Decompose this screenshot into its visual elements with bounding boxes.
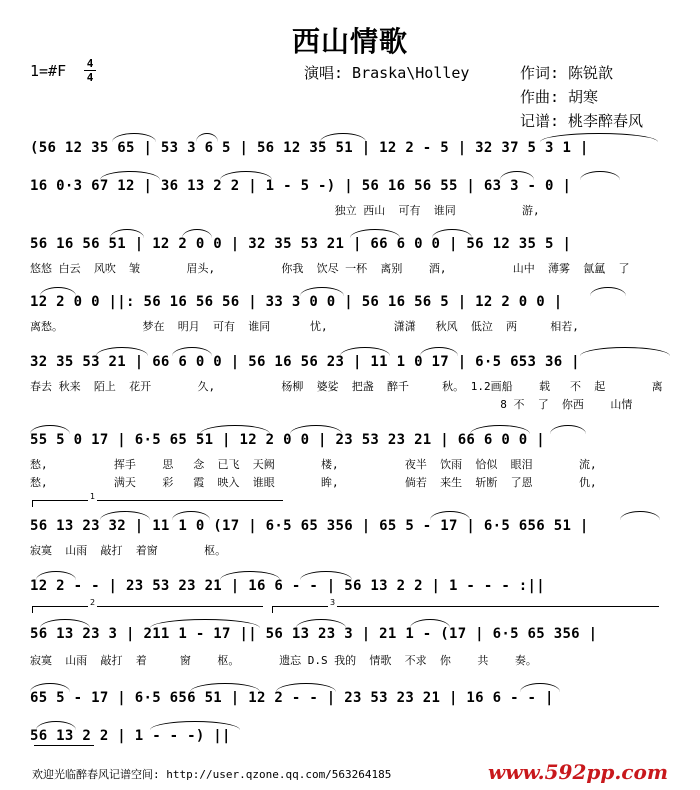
lyric-line-2: 独立 西山 可有 谁同 游, xyxy=(30,204,540,217)
slur-arc xyxy=(40,287,76,296)
slur-arc xyxy=(100,511,150,520)
volta-2 xyxy=(32,598,263,613)
notation-line-5: 32 35 53 21 | 66 6 0 0 | 56 16 56 23 | 11 1 0 17 | 6·5 653 36 | xyxy=(30,354,580,370)
composer-credit: 作曲: 胡寒 xyxy=(520,88,599,106)
slur-arc xyxy=(96,347,148,356)
notation-line-8: 12 2 - - | 23 53 23 21 | 16 6 - - | 56 13 2 2 | 1 - - - :|| xyxy=(30,578,545,594)
transcriber-credit: 记谱: 桃李醉春风 xyxy=(520,112,644,130)
volta-1 xyxy=(32,492,283,507)
slur-arc xyxy=(220,571,280,580)
slur-arc xyxy=(200,425,270,434)
lyric-line-3: 悠悠 白云 风吹 皱 眉头, 你我 饮尽 一杯 离别 酒, 山中 薄雾 氤氲 了 xyxy=(30,262,630,275)
slur-arc xyxy=(520,683,560,692)
slur-arc xyxy=(540,133,658,142)
notation-line-11: 56 13 2 2 | 1 - - -) || xyxy=(30,728,231,744)
lyricist-credit: 作词: 陈锐歆 xyxy=(520,64,614,82)
slur-arc xyxy=(470,425,530,434)
slur-arc xyxy=(196,133,218,142)
meter-top: 4 xyxy=(86,57,94,70)
volta-3 xyxy=(272,598,659,613)
slur-arc xyxy=(320,133,366,142)
slur-arc xyxy=(580,171,620,180)
lyric-line-9: 寂寞 山雨 敲打 着 窗 枢。 遗忘 D.S 我的 情歌 不求 你 共 奏。 xyxy=(30,654,537,667)
slur-arc xyxy=(150,721,240,730)
lyric-line-5b: 8 不 了 你西 山情 xyxy=(30,398,633,411)
lyric-line-7: 寂寞 山雨 敲打 着窗 枢。 xyxy=(30,544,227,557)
notation-line-6: 55 5 0 17 | 6·5 65 51 | 12 2 0 0 | 23 53 23 21 | 66 6 0 0 | xyxy=(30,432,545,448)
slur-arc xyxy=(172,347,212,356)
notation-line-3: 56 16 56 51 | 12 2 0 0 | 32 35 53 21 | 66 6 0 0 | 56 12 35 5 | xyxy=(30,236,572,252)
slur-arc xyxy=(190,683,260,692)
slur-arc xyxy=(300,571,352,580)
slur-arc xyxy=(112,133,156,142)
slur-arc xyxy=(290,425,342,434)
slur-arc xyxy=(300,287,344,296)
site-watermark: www.592pp.com xyxy=(488,760,668,784)
slur-arc xyxy=(30,683,70,692)
time-signature xyxy=(84,58,96,83)
slur-arc xyxy=(620,511,660,520)
meter-bottom: 4 xyxy=(86,71,94,84)
slur-arc xyxy=(410,619,450,628)
lyric-line-6a: 愁, 挥手 思 念 已飞 天阙 楼, 夜半 饮雨 恰似 眼泪 流, xyxy=(30,458,597,471)
notation-line-4: 12 2 0 0 ||: 56 16 56 56 | 33 3 0 0 | 56 16 56 5 | 12 2 0 0 | xyxy=(30,294,563,310)
key-signature: 1=#F xyxy=(30,62,67,80)
volta-3-label: 3 xyxy=(330,598,336,607)
notation-line-10: 65 5 - 17 | 6·5 656 51 | 12 2 - - | 23 53 23 21 | 16 6 - - | xyxy=(30,690,554,706)
slur-arc xyxy=(36,721,76,730)
slur-arc xyxy=(580,347,670,356)
slur-arc xyxy=(30,425,70,434)
lyric-line-5a: 春去 秋来 陌上 花开 久, 杨柳 婆娑 把盏 醉千 秋。 1.2画船 载 不 起 离 xyxy=(30,380,663,393)
slur-arc xyxy=(350,229,400,238)
lyric-line-4: 离愁。 梦在 明月 可有 谁同 忧, 潇潇 秋风 低泣 两 相若, xyxy=(30,320,579,333)
slur-arc xyxy=(36,571,76,580)
slur-arc xyxy=(40,619,90,628)
slur-arc xyxy=(590,287,626,296)
slur-arc xyxy=(340,347,390,356)
slur-arc xyxy=(150,619,260,628)
lyric-line-6b: 愁, 满天 彩 霞 映入 谁眼 眸, 倘若 来生 斩断 了恩 仇, xyxy=(30,476,597,489)
volta-1-label: 1 xyxy=(90,492,96,501)
slur-arc xyxy=(172,511,210,520)
slur-arc xyxy=(500,171,534,180)
volta-2-label: 2 xyxy=(90,598,96,607)
slur-arc xyxy=(430,511,470,520)
notation-line-9: 56 13 23 3 | 211 1 - 17 || 56 13 23 3 | 21 1 - (17 | 6·5 65 356 | xyxy=(30,626,598,642)
singer-credit: 演唱: Braska\Holley xyxy=(304,64,470,82)
slur-arc xyxy=(420,347,458,356)
slur-arc xyxy=(276,683,336,692)
slur-arc xyxy=(182,229,212,238)
slur-arc xyxy=(550,425,586,434)
notation-line-7: 56 13 23 32 | 11 1 0 (17 | 6·5 65 356 | 65 5 - 17 | 6·5 656 51 | xyxy=(30,518,589,534)
song-title: 西山情歌 xyxy=(291,25,408,58)
slur-arc xyxy=(432,229,472,238)
notation-line-1: (56 12 35 65 | 53 3 6 5 | 56 12 35 51 | 12 2 - 5 | 32 37 5 3 1 | xyxy=(30,140,589,156)
slur-arc xyxy=(110,229,144,238)
notation-line-2: 16 0·3 67 12 | 36 13 2 2 | 1 - 5 -) | 56 16 56 55 | 63 3 - 0 | xyxy=(30,178,572,194)
footer-text: 欢迎光临醉春风记谱空间: http://user.qzone.qq.com/563264185 xyxy=(32,768,392,781)
slur-arc xyxy=(100,171,160,180)
slur-arc xyxy=(296,619,346,628)
beam-underline xyxy=(34,745,94,746)
slur-arc xyxy=(220,171,272,180)
